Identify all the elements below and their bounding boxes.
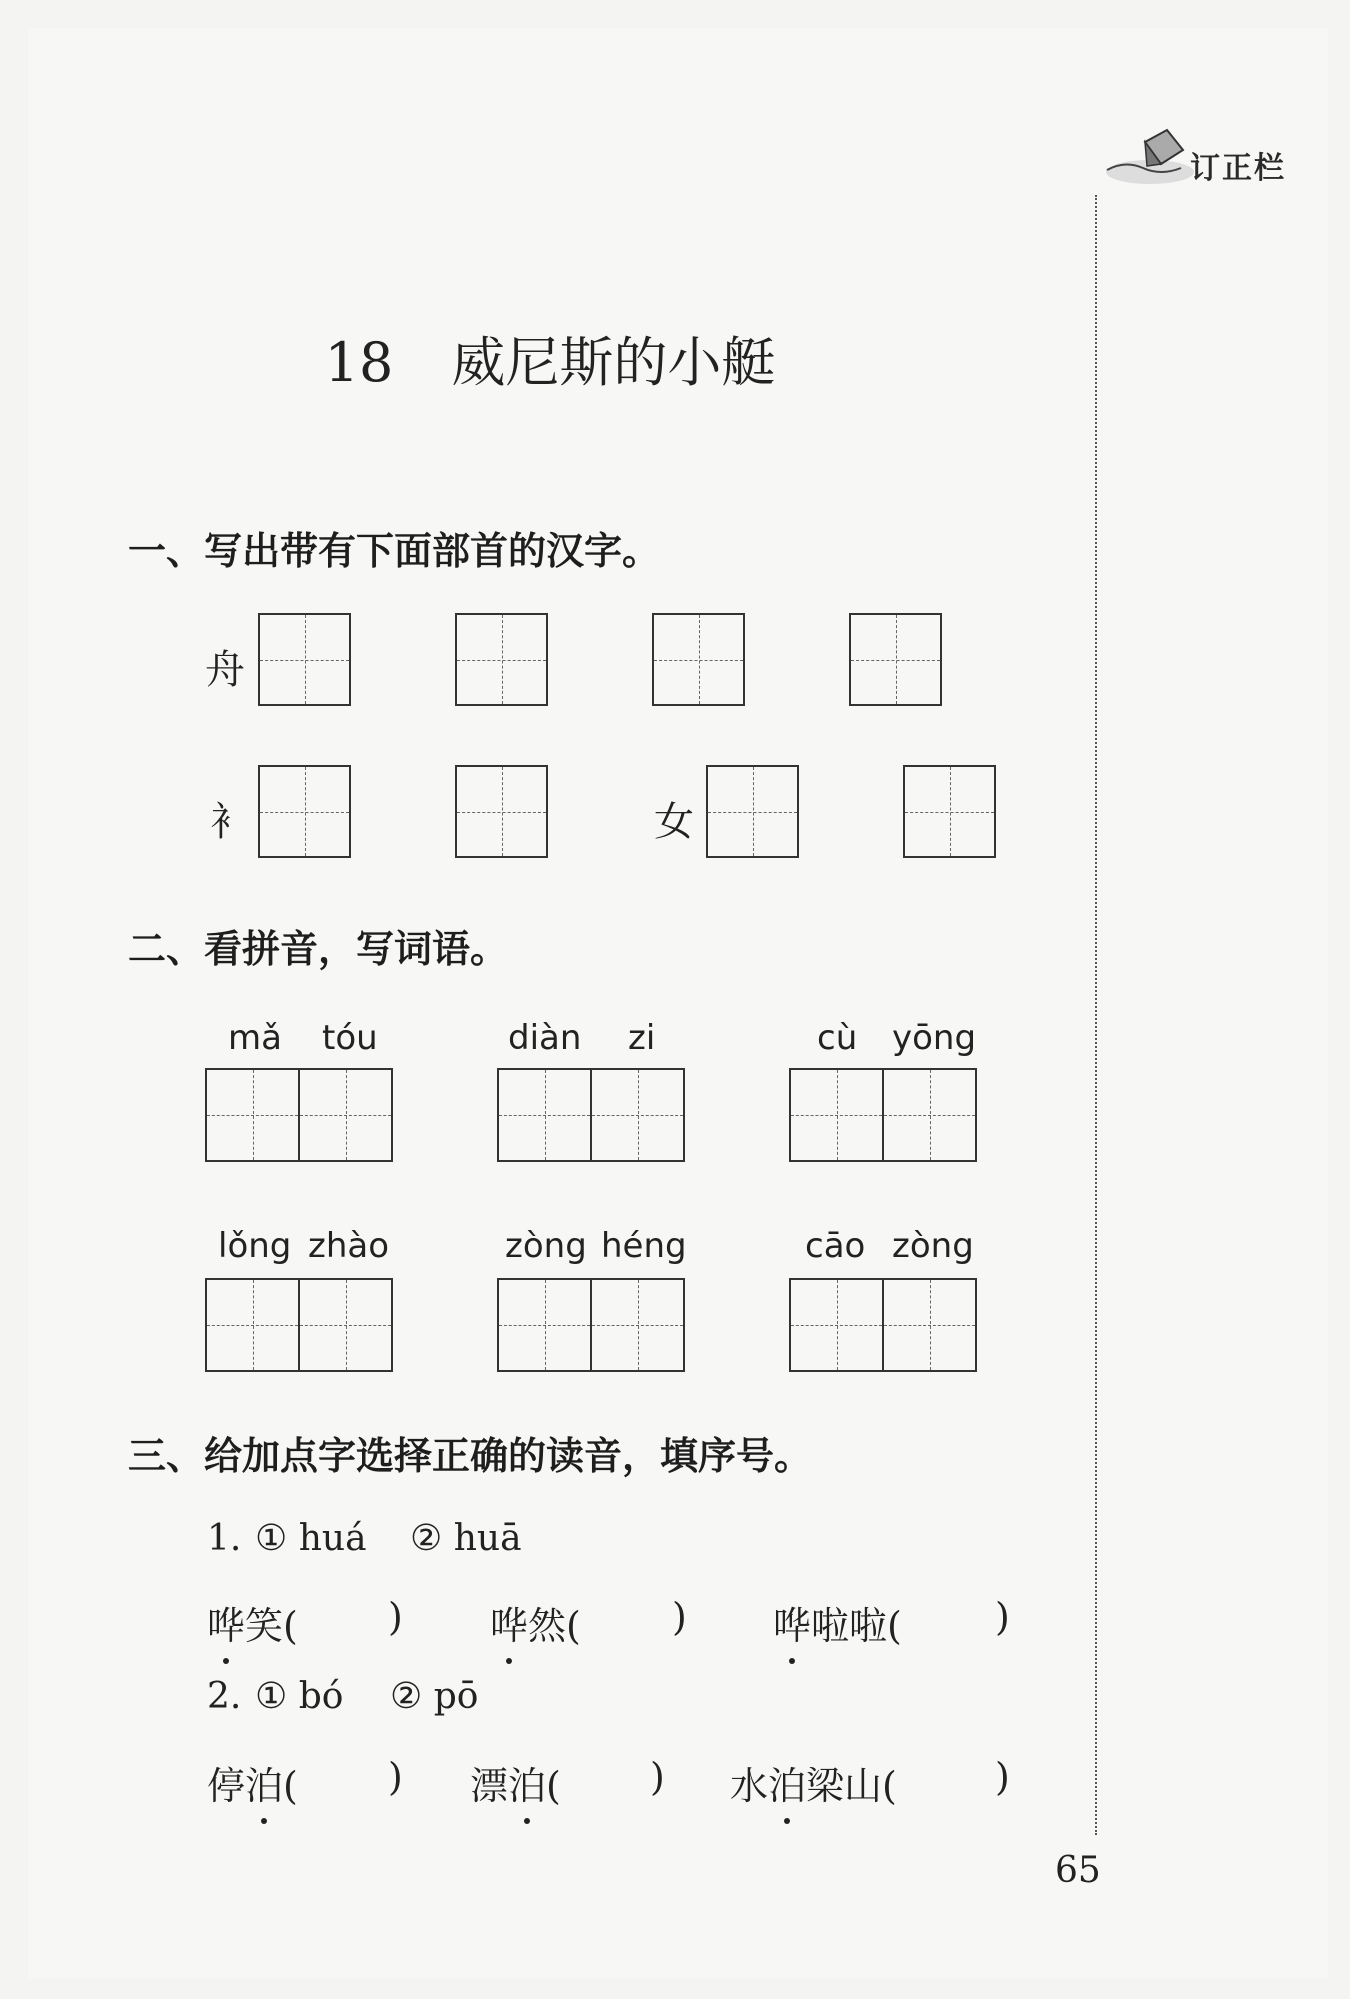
section1-heading: 一、写出带有下面部首的汉字。 xyxy=(128,529,661,573)
radical-nv: 女 xyxy=(654,799,694,845)
answer-close-paren[interactable]: ) xyxy=(995,1755,1010,1799)
dotted-char: 泊 xyxy=(508,1755,546,1810)
radical-yi: 衤 xyxy=(210,799,250,845)
q1-word-2: 哗然( xyxy=(490,1595,581,1650)
pinyin-3b: yōng xyxy=(892,1018,977,1058)
section2-heading: 二、看拼音，写词语。 xyxy=(128,927,509,971)
q1-option-1: ① huá xyxy=(255,1518,367,1559)
q1-word-3: 哗啦啦( xyxy=(773,1595,902,1650)
char-box[interactable] xyxy=(903,765,996,858)
lesson-title xyxy=(0,320,1100,397)
pinyin-2b: zi xyxy=(628,1018,656,1058)
q1-number: 1. xyxy=(207,1518,242,1559)
word-box[interactable] xyxy=(789,1068,977,1162)
word-box[interactable] xyxy=(789,1278,977,1372)
pinyin-5b: héng xyxy=(601,1226,687,1266)
char-box[interactable] xyxy=(455,613,548,706)
pinyin-4b: zhào xyxy=(308,1226,390,1266)
q2-option-2: ② pō xyxy=(390,1676,479,1717)
pinyin-6b: zòng xyxy=(892,1226,974,1266)
section3-heading: 三、给加点字选择正确的读音，填序号。 xyxy=(128,1434,813,1478)
pencil-icon xyxy=(1105,120,1195,190)
char-box[interactable] xyxy=(652,613,745,706)
pinyin-2a: diàn xyxy=(508,1018,582,1058)
answer-close-paren[interactable]: ) xyxy=(388,1755,403,1799)
lesson-number: 18 xyxy=(324,331,394,394)
char-box[interactable] xyxy=(258,613,351,706)
char-box[interactable] xyxy=(706,765,799,858)
pinyin-4a: lǒng xyxy=(218,1226,292,1266)
correction-column-label: 订正栏 xyxy=(1190,151,1286,186)
char-box[interactable] xyxy=(258,765,351,858)
q2-option-1: ① bó xyxy=(255,1676,344,1717)
answer-close-paren[interactable]: ) xyxy=(995,1595,1010,1639)
answer-close-paren[interactable]: ) xyxy=(672,1595,687,1639)
dotted-char: 泊 xyxy=(245,1755,283,1810)
pinyin-1a: mǎ xyxy=(228,1018,282,1058)
q1-word-1: 哗笑( xyxy=(207,1595,298,1650)
dotted-char: 哗 xyxy=(490,1595,528,1650)
page-number: 65 xyxy=(1055,1850,1101,1891)
radical-zhou: 舟 xyxy=(205,647,245,693)
dotted-char: 泊 xyxy=(768,1755,806,1810)
word-box[interactable] xyxy=(205,1278,393,1372)
answer-close-paren[interactable]: ) xyxy=(650,1755,665,1799)
q2-word-1: 停泊( xyxy=(207,1755,298,1810)
answer-close-paren[interactable]: ) xyxy=(388,1595,403,1639)
word-box[interactable] xyxy=(497,1068,685,1162)
pinyin-1b: tóu xyxy=(322,1018,378,1058)
dotted-char: 哗 xyxy=(773,1595,811,1650)
word-box[interactable] xyxy=(205,1068,393,1162)
q2-word-3: 水泊梁山( xyxy=(730,1755,897,1810)
correction-divider xyxy=(1095,195,1097,1835)
q2-number: 2. xyxy=(207,1676,242,1717)
pinyin-6a: cāo xyxy=(805,1226,866,1266)
word-box[interactable] xyxy=(497,1278,685,1372)
q2-word-2: 漂泊( xyxy=(470,1755,561,1810)
q1-option-2: ② huā xyxy=(410,1518,522,1559)
lesson-name: 威尼斯的小艇 xyxy=(451,331,776,394)
pinyin-5a: zòng xyxy=(505,1226,587,1266)
pinyin-3a: cù xyxy=(817,1018,858,1058)
char-box[interactable] xyxy=(455,765,548,858)
dotted-char: 哗 xyxy=(207,1595,245,1650)
char-box[interactable] xyxy=(849,613,942,706)
